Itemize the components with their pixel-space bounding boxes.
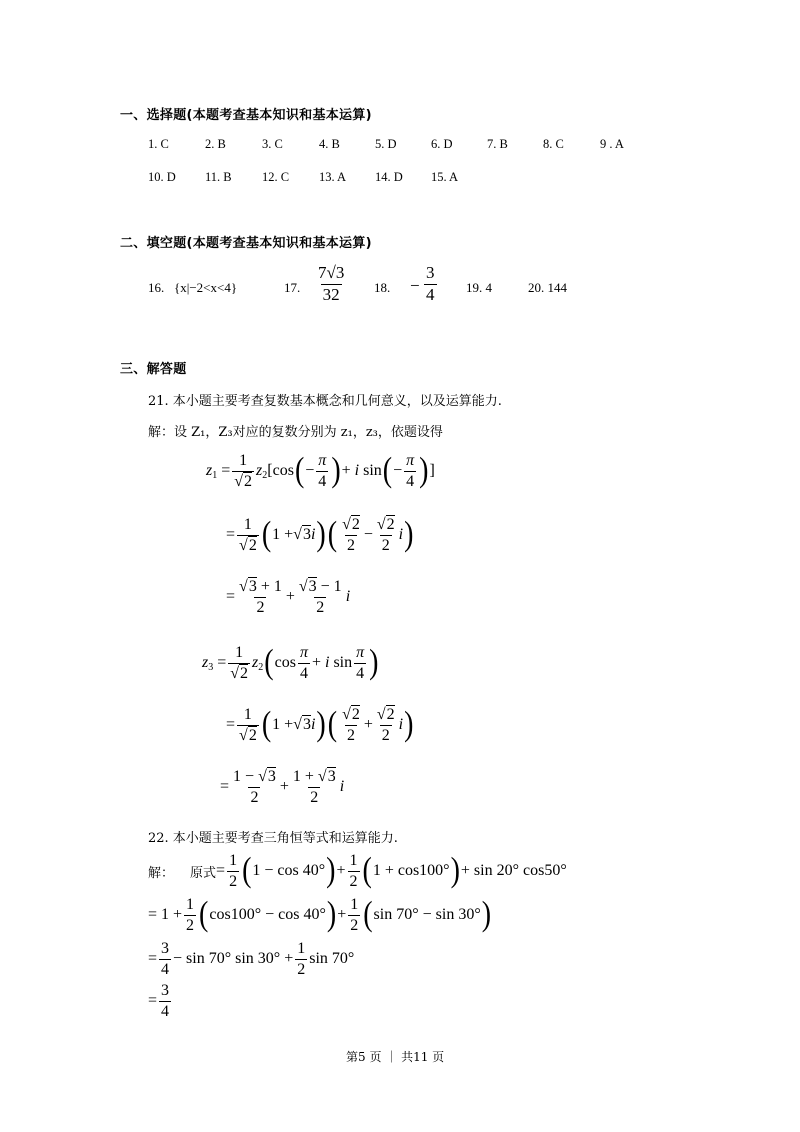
q18-fraction (424, 264, 437, 304)
q22-yuanshi: 原式 (190, 865, 217, 881)
q21-z1-equation: $z_1$ = 1 √2 $z_2$ [cos ( − π 4 ) + i sin ( − π 4 ) ] (206, 451, 435, 490)
q18-denominator: 4 (426, 284, 435, 304)
q21-z3-step2: = 1 √2 ( 1 + √3 i ) ( √2 2 + √2 2 i ) (226, 705, 414, 744)
q22-line1: 解： 原式 = 1 2 ( 1 − cos 40° ) + 1 2 ( 1 + cos100° ) + sin 20° cos50° (148, 851, 567, 890)
q18-sign: − (410, 276, 420, 295)
q17-denominator: 32 (322, 284, 340, 304)
page-footer: 第5 页 ｜ 共11 页 (346, 1050, 445, 1064)
answer-item: 13. A (319, 170, 347, 184)
q19-answer: 19. 4 (466, 280, 492, 295)
q21-z1-result: = √3 + 1 2 + √3 − 1 2 i (226, 578, 351, 616)
answer-item: 3. C (262, 137, 283, 151)
q21-intro: 21. 本小题主要考查复数基本概念和几何意义，以及运算能力. (148, 394, 502, 409)
q21-setup: 解：设 Z₁，Z₃对应的复数分别为 z₁，z₃，依题设得 (148, 425, 443, 440)
answer-item: 5. D (375, 137, 397, 151)
answer-item: 7. B (487, 137, 508, 151)
q16-label: 16. (148, 280, 165, 295)
answer-item: 4. B (319, 137, 340, 151)
q22-line3: = 3 4 − sin 70° sin 30° + 1 2 sin 70° (148, 940, 355, 978)
answer-item: 6. D (431, 137, 453, 151)
answer-item: 8. C (543, 137, 564, 151)
answer-item: 14. D (375, 170, 403, 184)
q22-label: 解： (148, 865, 175, 881)
section2-heading: 二、填空题(本题考查基本知识和基本运算) (120, 236, 372, 251)
q18-label: 18. (374, 280, 391, 295)
q17-numerator: 7√3 (318, 263, 345, 282)
section1-heading: 一、选择题(本题考查基本知识和基本运算) (120, 108, 372, 123)
q22-intro: 22. 本小题主要考查三角恒等式和运算能力. (148, 831, 398, 846)
q21-z3-equation: $z_3$ = 1 √2 $z_2$ ( cos π 4 + i sin π 4 ) (202, 643, 379, 682)
fill-blank-answers (148, 264, 608, 314)
answer-item: 15. A (431, 170, 459, 184)
answer-item: 9 . A (600, 137, 624, 151)
q22-line2: = 1 + 1 2 ( cos100° − cos 40° ) + 1 2 ( sin 70° − sin 30° ) (148, 895, 492, 934)
answer-item: 2. B (205, 137, 226, 151)
q18-numerator: 3 (426, 263, 435, 282)
answer-item: 12. C (262, 170, 290, 184)
q17-label: 17. (284, 280, 301, 295)
answer-item: 10. D (148, 170, 176, 184)
q21-z1-step2: = 1 √2 ( 1 + √3 i ) ( √2 2 − √2 2 i ) (226, 515, 414, 554)
answers-row-1 (148, 137, 668, 153)
q16-answer: {x|−2<x<4} (174, 280, 238, 295)
q21-z3-result: = 1 − √3 2 + 1 + √3 2 i (220, 768, 345, 806)
answers-row-2 (148, 170, 548, 186)
q20-answer: 20. 144 (528, 280, 567, 295)
section3-heading: 三、解答题 (120, 362, 187, 377)
q17-fraction (316, 264, 346, 304)
answer-item: 1. C (148, 137, 169, 151)
answer-item: 11. B (205, 170, 232, 184)
q22-line4: = 3 4 (148, 982, 170, 1020)
